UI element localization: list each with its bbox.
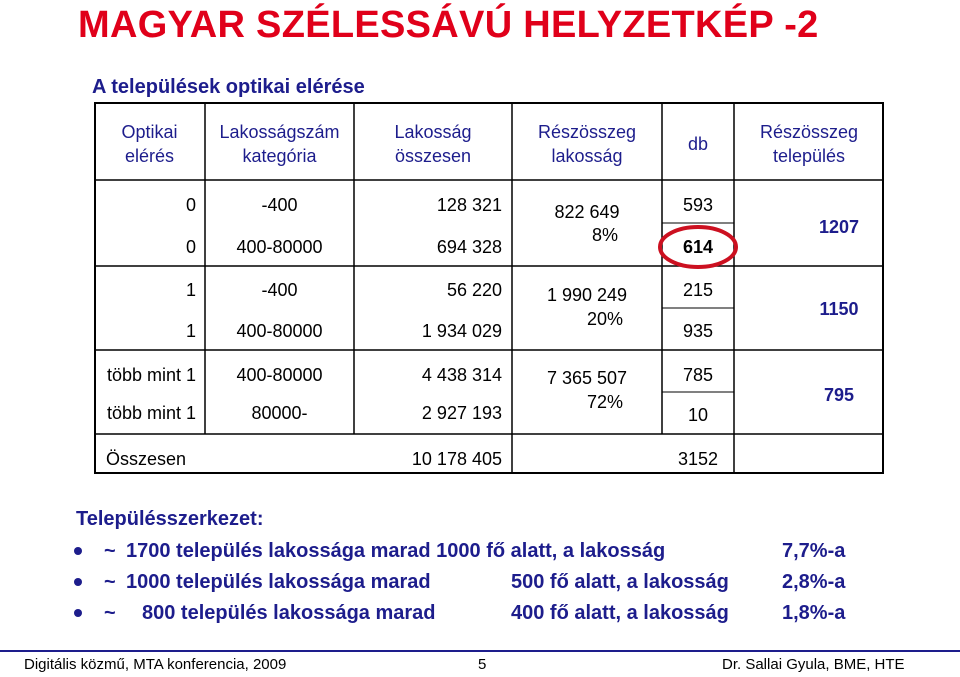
- table-cell: 935: [682, 321, 714, 341]
- subtotal-settlements: 1150: [819, 299, 859, 319]
- footer-page-number: 5: [478, 656, 487, 673]
- subtotal-percent: 20%: [586, 309, 624, 329]
- footer-left: Digitális közmű, MTA konferencia, 2009: [24, 656, 287, 673]
- header-db: db: [687, 134, 709, 154]
- footer-divider: [0, 650, 960, 652]
- table-cell: 0: [185, 195, 196, 215]
- list-item: ~ 1700 település lakossága marad 1000 fő alatt, a lakosság 7,7%-a: [74, 538, 874, 564]
- table-cell: 80000-: [251, 403, 308, 423]
- bullet-icon: [74, 578, 82, 586]
- subtotal-settlements: 795: [823, 385, 855, 405]
- bullet-icon: [74, 547, 82, 555]
- table-cell: 1: [185, 321, 196, 341]
- table-cell: 56 220: [446, 280, 502, 300]
- settlement-table: [94, 102, 884, 474]
- header-reszlakossag: Részösszeg lakosság: [537, 122, 637, 166]
- table-cell: 694 328: [436, 237, 502, 257]
- table-cell: -400: [261, 195, 298, 215]
- bullet-icon: [74, 609, 82, 617]
- header-reszteleg: Részösszeg település: [759, 122, 859, 166]
- header-optikai: Optikai elérés: [121, 122, 178, 166]
- table-cell: 785: [682, 365, 714, 385]
- subtotal-settlements: 1207: [818, 217, 860, 237]
- table-cell: 400-80000: [236, 365, 323, 385]
- subtotal-population: 822 649: [554, 202, 620, 222]
- table-cell: több mint 1: [106, 365, 196, 385]
- list-item: ~ 1000 település lakossága marad 500 fő alatt, a lakosság 2,8%-a: [74, 569, 874, 595]
- table-cell: 593: [682, 195, 714, 215]
- table-cell: 400-80000: [236, 237, 323, 257]
- structure-heading: Településszerkezet:: [76, 508, 264, 530]
- subtotal-percent: 72%: [586, 392, 624, 412]
- table-cell: 2 927 193: [421, 403, 502, 423]
- slide-subtitle: A települések optikai elérése: [92, 76, 365, 98]
- subtotal-population: 7 365 507: [546, 368, 628, 388]
- table-cell: 1: [185, 280, 196, 300]
- total-population: 10 178 405: [411, 449, 502, 469]
- table-cell: 400-80000: [236, 321, 323, 341]
- total-label: Összesen: [106, 449, 187, 469]
- table-cell: több mint 1: [106, 403, 196, 423]
- list-item: ~ 800 település lakossága marad 400 fő alatt, a lakosság 1,8%-a: [74, 600, 874, 626]
- header-kategoria: Lakosságszám kategória: [219, 122, 340, 166]
- table-cell-highlighted: 614: [682, 237, 714, 257]
- table-cell: 128 321: [436, 195, 502, 215]
- total-db: 3152: [677, 449, 719, 469]
- subtotal-population: 1 990 249: [546, 285, 628, 305]
- slide-title: MAGYAR SZÉLESSÁVÚ HELYZETKÉP -2: [78, 4, 819, 46]
- footer-right: Dr. Sallai Gyula, BME, HTE: [722, 656, 905, 673]
- table-cell: 10: [687, 405, 709, 425]
- subtotal-percent: 8%: [591, 225, 618, 245]
- header-osszesen: Lakosság összesen: [394, 122, 472, 166]
- table-cell: 215: [682, 280, 714, 300]
- table-cell: 4 438 314: [421, 365, 502, 385]
- table-cell: 0: [185, 237, 196, 257]
- table-cell: -400: [261, 280, 298, 300]
- table-cell: 1 934 029: [421, 321, 502, 341]
